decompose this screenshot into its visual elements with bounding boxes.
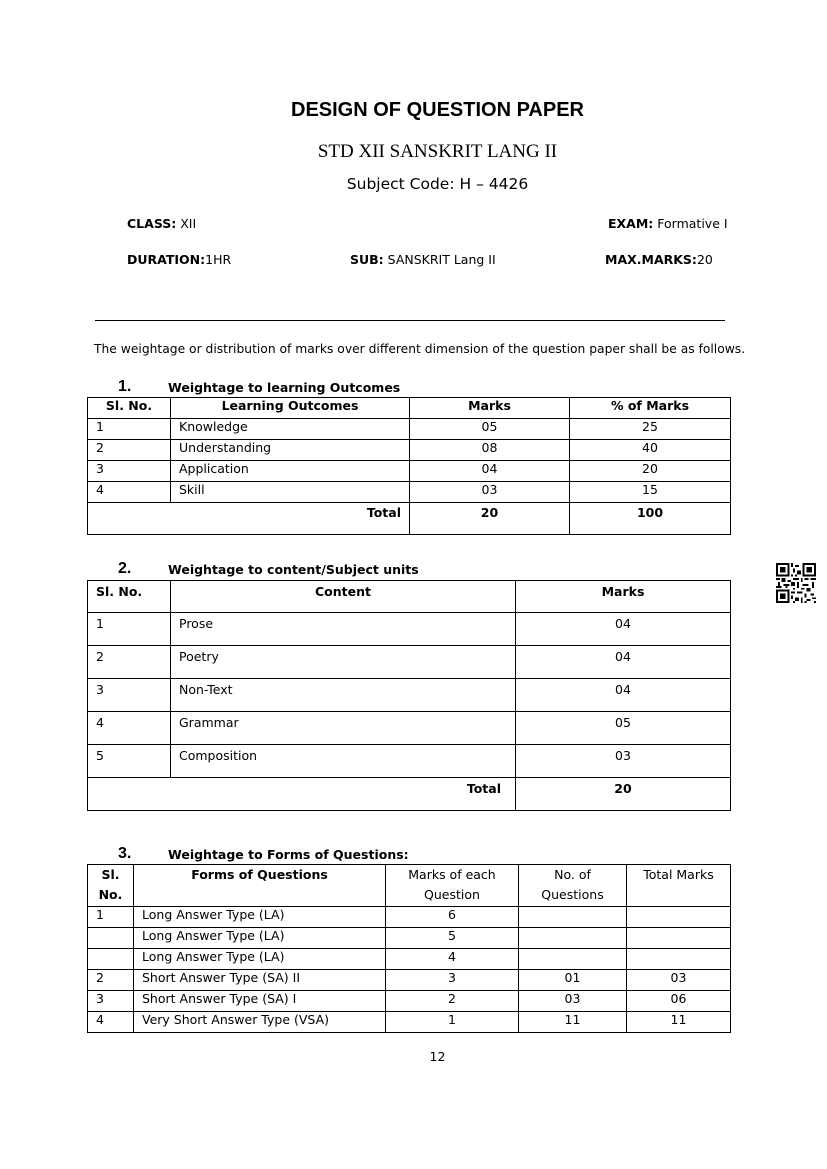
table-row [88, 419, 731, 440]
cell-content: Composition [171, 745, 516, 778]
table-row [88, 613, 731, 646]
cell-num-questions: 11 [519, 1012, 627, 1033]
cell-marks-each: 1 [386, 1012, 519, 1033]
header-forms: Forms of Questions [134, 865, 386, 907]
cell-marks: 04 [516, 646, 731, 679]
exam-info [608, 216, 728, 231]
cell-slno: 5 [88, 745, 171, 778]
cell-slno: 1 [88, 613, 171, 646]
total-label: Total [88, 503, 410, 535]
duration-info [127, 252, 231, 267]
page-number: 12 [429, 1049, 446, 1064]
cell-total-marks: 03 [627, 970, 731, 991]
cell-percent: 15 [570, 482, 731, 503]
cell-marks: 05 [410, 419, 570, 440]
cell-marks-each: 4 [386, 949, 519, 970]
table-row [88, 991, 731, 1012]
cell-marks: 04 [516, 613, 731, 646]
forms-of-questions-table [87, 864, 731, 1033]
cell-total-marks [627, 907, 731, 928]
subject-info [350, 252, 496, 267]
maxmarks-label: MAX.MARKS: [605, 252, 697, 267]
cell-marks-each: 6 [386, 907, 519, 928]
section1-title: Weightage to learning Outcomes [168, 380, 401, 395]
cell-slno: 2 [88, 440, 171, 461]
cell-form: Short Answer Type (SA) II [134, 970, 386, 991]
exam-label: EXAM: [608, 216, 654, 231]
header-slno: Sl. No. [88, 865, 134, 907]
header-slno: Sl. No. [88, 398, 171, 419]
header-total-marks: Total Marks [627, 865, 731, 907]
cell-content: Grammar [171, 712, 516, 745]
table-header-row [88, 581, 731, 613]
cell-marks: 08 [410, 440, 570, 461]
section3-title: Weightage to Forms of Questions: [168, 847, 409, 862]
cell-slno: 1 [88, 907, 134, 928]
total-label: Total [88, 778, 516, 811]
section3-number: 3. [118, 845, 132, 862]
table-row [88, 461, 731, 482]
total-row [88, 503, 731, 535]
cell-marks: 03 [410, 482, 570, 503]
maxmarks-value: 20 [696, 252, 713, 267]
table-row [88, 646, 731, 679]
cell-slno: 3 [88, 679, 171, 712]
sub-value: SANSKRIT Lang II [383, 252, 496, 267]
qr-code-icon [776, 563, 816, 603]
total-row [88, 778, 731, 811]
cell-slno: 4 [88, 1012, 134, 1033]
cell-num-questions [519, 949, 627, 970]
cell-content: Non-Text [171, 679, 516, 712]
cell-marks: 04 [516, 679, 731, 712]
cell-slno [88, 949, 134, 970]
content-units-table [87, 580, 731, 811]
cell-marks: 05 [516, 712, 731, 745]
cell-slno [88, 928, 134, 949]
duration-label: DURATION: [127, 252, 206, 267]
cell-content: Prose [171, 613, 516, 646]
table-header-row [88, 398, 731, 419]
cell-form: Short Answer Type (SA) I [134, 991, 386, 1012]
header-slno: Sl. No. [88, 581, 171, 613]
table-header-row [88, 865, 731, 907]
table-row [88, 928, 731, 949]
cell-num-questions: 03 [519, 991, 627, 1012]
table-row [88, 712, 731, 745]
cell-total-marks [627, 949, 731, 970]
learning-outcomes-table [87, 397, 731, 535]
cell-marks-each: 5 [386, 928, 519, 949]
sub-label: SUB: [350, 252, 384, 267]
cell-slno: 4 [88, 712, 171, 745]
cell-outcome: Understanding [171, 440, 410, 461]
header-learning-outcomes: Learning Outcomes [171, 398, 410, 419]
cell-outcome: Skill [171, 482, 410, 503]
table-row [88, 949, 731, 970]
cell-outcome: Application [171, 461, 410, 482]
section1-number: 1. [118, 378, 132, 395]
cell-slno: 2 [88, 646, 171, 679]
header-percent-marks: % of Marks [570, 398, 731, 419]
cell-total-marks: 06 [627, 991, 731, 1012]
class-value: XII [176, 216, 197, 231]
table-row [88, 482, 731, 503]
cell-content: Poetry [171, 646, 516, 679]
header-content: Content [171, 581, 516, 613]
cell-form: Long Answer Type (LA) [134, 907, 386, 928]
header-marks: Marks [410, 398, 570, 419]
table-row [88, 745, 731, 778]
cell-outcome: Knowledge [171, 419, 410, 440]
cell-marks: 03 [516, 745, 731, 778]
cell-slno: 2 [88, 970, 134, 991]
duration-value: 1HR [205, 252, 232, 267]
subject-code: Subject Code: H – 4426 [346, 175, 529, 193]
cell-marks-each: 3 [386, 970, 519, 991]
cell-percent: 25 [570, 419, 731, 440]
standard-heading: STD XII SANSKRIT LANG II [317, 141, 558, 162]
cell-percent: 20 [570, 461, 731, 482]
cell-total-marks: 11 [627, 1012, 731, 1033]
cell-slno: 3 [88, 461, 171, 482]
header-num-questions: No. of Questions [519, 865, 627, 907]
cell-percent: 40 [570, 440, 731, 461]
header-marks: Marks [516, 581, 731, 613]
total-percent: 100 [570, 503, 731, 535]
exam-value: Formative I [653, 216, 728, 231]
maxmarks-info [605, 252, 713, 267]
table-row [88, 970, 731, 991]
table-row [88, 679, 731, 712]
class-info [127, 216, 196, 231]
intro-text: The weightage or distribution of marks over different dimension of the question paper shall be as follows. [94, 342, 746, 356]
cell-num-questions [519, 928, 627, 949]
cell-marks-each: 2 [386, 991, 519, 1012]
class-label: CLASS: [127, 216, 177, 231]
cell-total-marks [627, 928, 731, 949]
table-row [88, 1012, 731, 1033]
divider [95, 320, 725, 321]
section2-number: 2. [118, 560, 132, 577]
cell-slno: 4 [88, 482, 171, 503]
cell-form: Long Answer Type (LA) [134, 928, 386, 949]
header-marks-each: Marks of each Question [386, 865, 519, 907]
total-marks: 20 [410, 503, 570, 535]
cell-form: Very Short Answer Type (VSA) [134, 1012, 386, 1033]
total-marks: 20 [516, 778, 731, 811]
table-row [88, 907, 731, 928]
cell-marks: 04 [410, 461, 570, 482]
cell-form: Long Answer Type (LA) [134, 949, 386, 970]
page-title: DESIGN OF QUESTION PAPER [291, 99, 584, 121]
cell-num-questions: 01 [519, 970, 627, 991]
cell-slno: 3 [88, 991, 134, 1012]
section2-title: Weightage to content/Subject units [168, 562, 419, 577]
cell-num-questions [519, 907, 627, 928]
cell-slno: 1 [88, 419, 171, 440]
table-row [88, 440, 731, 461]
